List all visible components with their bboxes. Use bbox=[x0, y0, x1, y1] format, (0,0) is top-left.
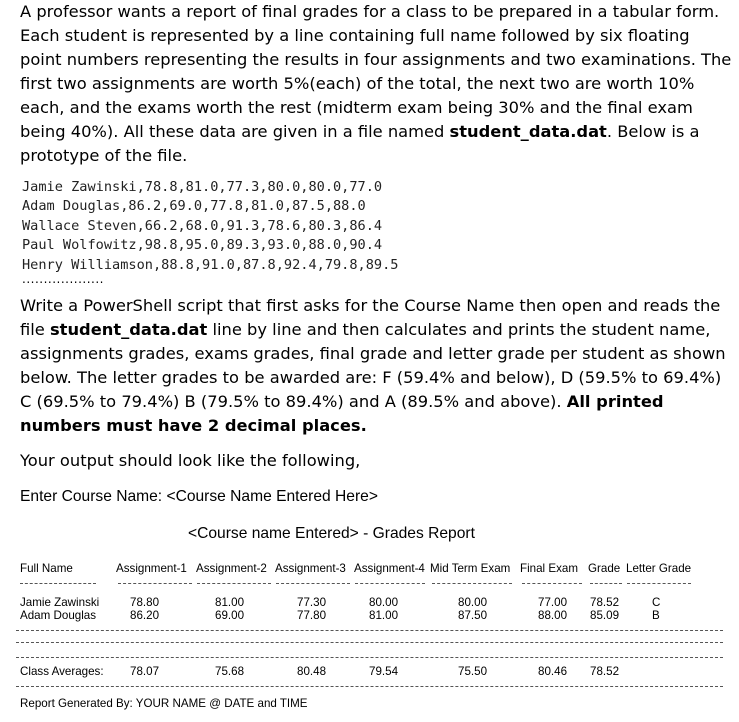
ellipsis: ................... bbox=[22, 272, 104, 286]
file-line: Jamie Zawinski,78.8,81.0,77.3,80.0,80.0,77.0 bbox=[22, 179, 383, 195]
table-row-name: Adam Douglas bbox=[20, 609, 97, 622]
header-underline bbox=[627, 583, 691, 584]
table-row-name: Jamie Zawinski bbox=[20, 596, 100, 609]
table-cell: 78.80 bbox=[130, 596, 160, 609]
table-cell: 80.00 bbox=[458, 596, 488, 609]
separator-line bbox=[16, 630, 723, 631]
task-text-end: line by line and then calculates and prints the student name, assignments grades, exams grades, final grade and letter grade per student as shown below. The letter grades to be awarded are: F (59.4% and below), D (59.5% to 69.4%) C (69.5% to 79.4%) B (79.5% to 89.4%) and A (89.5% and above). bbox=[20, 320, 726, 411]
task-paragraph bbox=[20, 294, 732, 438]
separator-line bbox=[16, 642, 723, 643]
table-cell: 77.80 bbox=[297, 609, 327, 622]
average-cell: 80.46 bbox=[538, 665, 568, 678]
table-cell: 87.50 bbox=[458, 609, 488, 622]
table-cell: 77.00 bbox=[538, 596, 568, 609]
average-cell: 75.68 bbox=[215, 665, 245, 678]
header-grade: Grade bbox=[588, 562, 621, 575]
header-assignment-1: Assignment-1 bbox=[116, 562, 187, 575]
intro-text: A professor wants a report of final grades for a class to be prepared in a tabular form. Each student is represented by a line containing full name followed by six floating point numbers representing the results in four assignments and two examinations. The first two assignments are worth 5%(each) of the total, the next two are worth 10% each, and the exams worth the rest (midterm exam being 30% and the final exam being 40%). All these data are given in a file named bbox=[20, 2, 732, 141]
report-footer: Report Generated By: YOUR NAME @ DATE and TIME bbox=[20, 697, 308, 710]
file-line: Wallace Steven,66.2,68.0,91.3,78.6,80.3,86.4 bbox=[22, 217, 383, 234]
file-prototype bbox=[22, 178, 702, 275]
table-cell: 77.30 bbox=[297, 596, 327, 609]
report-title: <Course name Entered> - Grades Report bbox=[188, 525, 475, 542]
header-full-name: Full Name bbox=[20, 562, 73, 575]
header-underline bbox=[197, 583, 271, 584]
average-cell: 79.54 bbox=[369, 665, 399, 678]
file-line: Henry Williamson,88.8,91.0,87.8,92.4,79.8,89.5 bbox=[22, 256, 399, 273]
header-underline bbox=[355, 583, 425, 584]
table-cell-letter: B bbox=[652, 609, 660, 622]
table-cell: 80.00 bbox=[369, 596, 399, 609]
header-assignment-4: Assignment-4 bbox=[354, 562, 425, 575]
average-cell: 80.48 bbox=[297, 665, 327, 678]
task-text: Write a PowerShell script that first asks for the Course Name then open and reads the file bbox=[20, 296, 721, 339]
header-letter-grade: Letter Grade bbox=[626, 562, 692, 575]
file-line: Adam Douglas,86.2,69.0,77.8,81.0,87.5,88.0 bbox=[22, 198, 366, 215]
task-file-name: student_data.dat bbox=[49, 320, 208, 339]
table-cell-letter: C bbox=[652, 596, 661, 609]
header-underline bbox=[118, 583, 192, 584]
average-cell: 78.52 bbox=[590, 665, 620, 678]
table-cell: 81.00 bbox=[369, 609, 399, 622]
table-cell-grade: 78.52 bbox=[590, 596, 620, 609]
table-cell: 86.20 bbox=[130, 609, 160, 622]
task-emphasis: All printed numbers must have 2 decimal places. bbox=[20, 392, 664, 435]
header-underline bbox=[20, 583, 96, 584]
output-intro: Your output should look like the following, bbox=[20, 451, 361, 470]
header-underline bbox=[522, 583, 582, 584]
class-averages-label: Class Averages: bbox=[20, 665, 104, 678]
header-assignment-2: Assignment-2 bbox=[196, 562, 267, 575]
header-underline bbox=[276, 583, 350, 584]
header-underline bbox=[590, 583, 622, 584]
table-cell-grade: 85.09 bbox=[590, 609, 620, 622]
table-cell: 81.00 bbox=[215, 596, 245, 609]
average-cell: 78.07 bbox=[130, 665, 160, 678]
average-cell: 75.50 bbox=[458, 665, 488, 678]
header-final-exam: Final Exam bbox=[520, 562, 578, 575]
prompt-line: Enter Course Name: <Course Name Entered Here> bbox=[20, 488, 378, 505]
table-cell: 88.00 bbox=[538, 609, 568, 622]
intro-text-end: . Below is a prototype of the file. bbox=[20, 122, 700, 165]
intro-paragraph bbox=[20, 0, 732, 168]
table-cell: 69.00 bbox=[215, 609, 245, 622]
intro-file-name: student_data.dat bbox=[449, 122, 607, 141]
header-mid-term-exam: Mid Term Exam bbox=[430, 562, 511, 575]
header-assignment-3: Assignment-3 bbox=[275, 562, 346, 575]
separator-line bbox=[16, 686, 723, 687]
header-underline bbox=[432, 583, 512, 584]
separator-line bbox=[16, 657, 723, 658]
file-line: Paul Wolfowitz,98.8,95.0,89.3,93.0,88.0,90.4 bbox=[22, 237, 383, 254]
